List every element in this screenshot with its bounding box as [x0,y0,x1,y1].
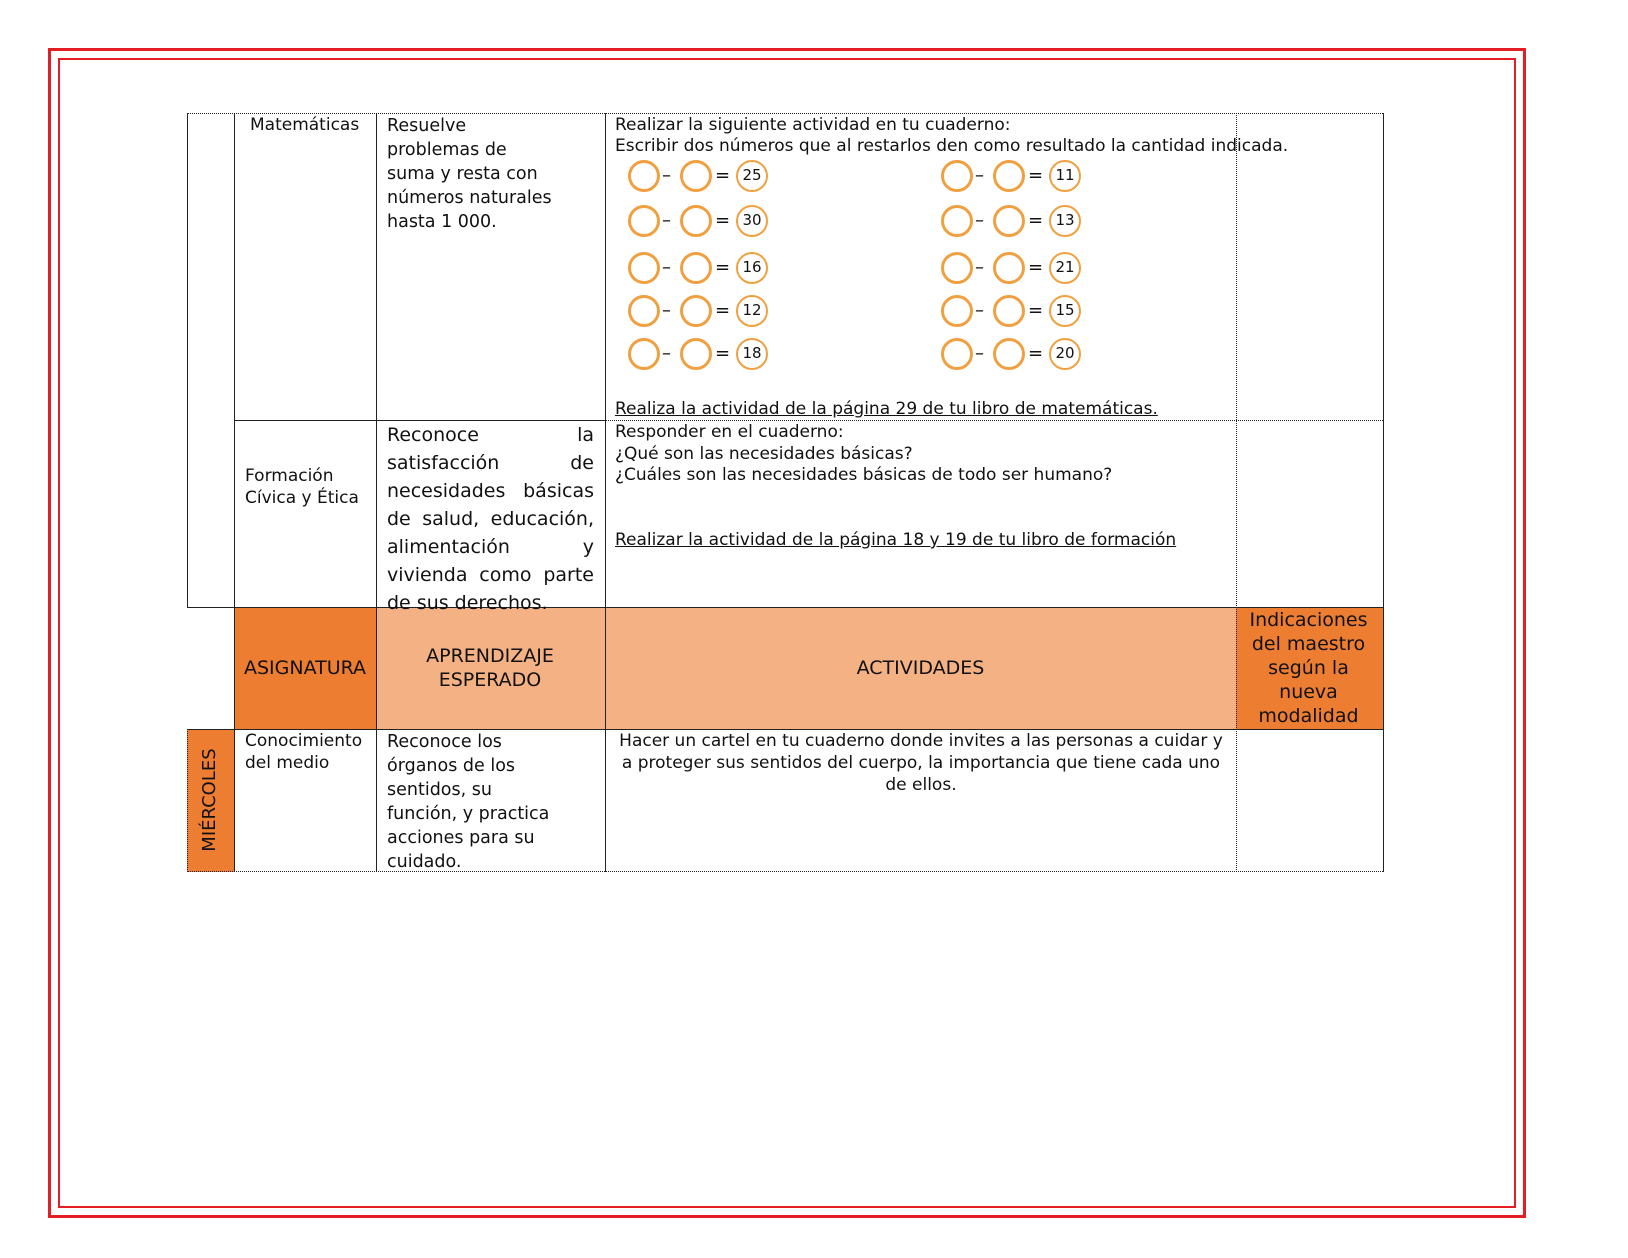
blank-circle [628,338,660,370]
result-circle: 11 [1049,160,1081,192]
result-circle: 16 [736,252,768,284]
math-instruction-1: Realizar la siguiente actividad en tu cuaderno: [615,115,1011,135]
civics-respond: Responder en el cuaderno: [615,422,844,442]
header-activities: ACTIVIDADES [856,657,985,679]
minus-sign: – [975,257,984,278]
blank-circle [680,338,712,370]
blank-circle [628,295,660,327]
blank-circle [993,252,1025,284]
math-book-task: Realiza la actividad de la página 29 de tu libro de matemáticas. [615,399,1158,419]
result-circle: 13 [1049,205,1081,237]
blank-circle [941,160,973,192]
equals-sign: = [715,343,731,364]
blank-circle [680,295,712,327]
day-learning: Reconoce los órganos de los sentidos, su función, y practica acciones para su cuidado. [387,732,550,872]
equals-sign: = [715,165,731,186]
minus-sign: – [975,210,984,231]
col-line-0 [187,113,188,607]
table-bottom-border [187,871,1383,872]
equals-sign: = [1028,257,1044,278]
math-instruction-2: Escribir dos números que al restarlos den como resultado la cantidad indicada. [615,136,1289,156]
result-circle: 12 [736,295,768,327]
col-line-3 [605,113,606,872]
civics-learning: Reconoce la satisfacción de necesidades básicas de salud, educación, alimentación y vivienda como parte de sus derechos. [387,424,594,614]
civics-book-task: Realizar la actividad de la página 18 y 19 de tu libro de formación [615,530,1177,550]
minus-sign: – [662,257,671,278]
day-subject: Conocimiento del medio [245,731,363,773]
result-circle: 21 [1049,252,1081,284]
blank-circle [993,338,1025,370]
result-circle: 30 [736,205,768,237]
blank-circle [993,205,1025,237]
blank-circle [628,160,660,192]
civics-subject: Formación Cívica y Ética [245,466,359,508]
header-subject: ASIGNATURA [243,657,367,679]
minus-sign: – [662,165,671,186]
blank-circle [628,205,660,237]
result-circle: 25 [736,160,768,192]
minus-sign: – [662,300,671,321]
blank-circle [993,160,1025,192]
equals-sign: = [1028,165,1044,186]
blank-circle [941,295,973,327]
header-learning: APRENDIZAJE ESPERADO [426,645,554,691]
blank-circle [680,160,712,192]
equals-sign: = [1028,210,1044,231]
equals-sign: = [715,300,731,321]
minus-sign: – [662,343,671,364]
equals-sign: = [1028,343,1044,364]
blank-circle [993,295,1025,327]
result-circle: 20 [1049,338,1081,370]
civics-question-2: ¿Cuáles son las necesidades básicas de todo ser humano? [615,465,1113,485]
header-teacher-notes: Indicaciones del maestro según la nueva modalidad [1249,609,1368,727]
col-line-2 [376,113,377,872]
day-label: MIÉRCOLES [199,748,220,852]
minus-sign: – [975,165,984,186]
equals-sign: = [1028,300,1044,321]
blank-circle [941,205,973,237]
result-circle: 15 [1049,295,1081,327]
minus-sign: – [662,210,671,231]
col-line-1 [234,113,235,872]
result-circle: 18 [736,338,768,370]
math-learning: Resuelve problemas de suma y resta con números naturales hasta 1 000. [387,116,552,232]
col-line-5 [1383,113,1384,872]
col-line-4 [1236,113,1237,872]
blank-circle [941,252,973,284]
col-line-0-day [187,729,188,872]
minus-sign: – [975,300,984,321]
blank-circle [680,205,712,237]
blank-circle [628,252,660,284]
equals-sign: = [715,257,731,278]
blank-circle [680,252,712,284]
blank-circle [941,338,973,370]
minus-sign: – [975,343,984,364]
equals-sign: = [715,210,731,231]
math-subject: Matemáticas [250,115,360,135]
day-activity: Hacer un cartel en tu cuaderno donde invites a las personas a cuidar y a proteger sus sentidos del cuerpo, la importancia que tiene cada uno de ellos. [619,731,1223,795]
civics-question-1: ¿Qué son las necesidades básicas? [615,444,913,464]
